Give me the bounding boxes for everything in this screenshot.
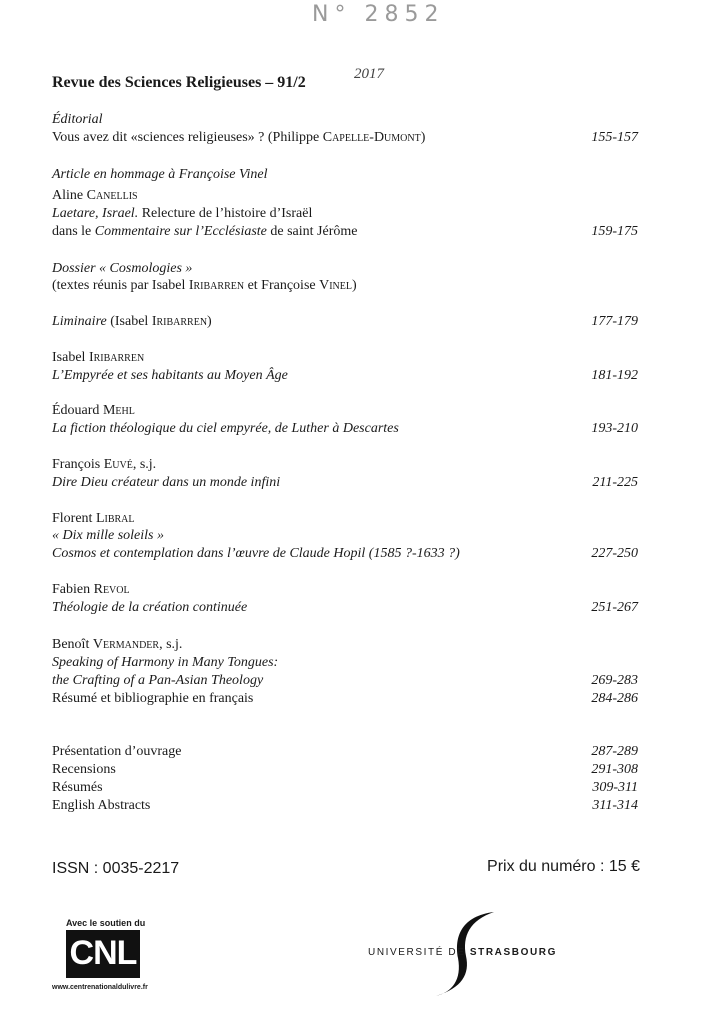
toc-pages: 227-250 (591, 546, 638, 561)
toc-extra-pages: 284-286 (591, 691, 638, 706)
cnl-logo-text: CNL (69, 934, 137, 972)
toc-pages: 251-267 (591, 600, 638, 615)
back-item: Présentation d’ouvrage (52, 744, 182, 759)
hommage-label: Article en hommage à Françoise Vinel (52, 167, 268, 182)
archive-stamp: N° 2852 (312, 2, 445, 27)
issn: ISSN : 0035-2217 (52, 860, 180, 877)
toc-pages: 181-192 (591, 368, 638, 383)
price: Prix du numéro : 15 € (487, 858, 640, 875)
toc-article-title: Speaking of Harmony in Many Tongues: (52, 655, 279, 670)
liminaire-pages: 177-179 (591, 314, 638, 329)
toc-article-title: Dire Dieu créateur dans un monde infini (52, 475, 281, 490)
toc-article-title: L’Empyrée et ses habitants au Moyen Âge (52, 368, 288, 383)
back-item: English Abstracts (52, 798, 151, 813)
cnl-caption: Avec le soutien du (66, 918, 146, 928)
back-pages: 291-308 (591, 762, 638, 777)
toc-author: Édouard Mehl (52, 403, 135, 418)
toc-author: Benoît Vermander, s.j. (52, 637, 183, 652)
editorial-label: Éditorial (52, 112, 103, 127)
dossier-label: Dossier « Cosmologies » (52, 261, 193, 276)
toc-pages: 193-210 (591, 421, 638, 436)
toc-article-title: Théologie de la création continuée (52, 600, 248, 615)
back-item: Recensions (52, 762, 116, 777)
toc-pages: 269-283 (591, 673, 638, 688)
hommage-author: Aline Canellis (52, 188, 138, 203)
toc-pages: 211-225 (592, 475, 638, 490)
cnl-logo (66, 930, 140, 978)
back-item: Résumés (52, 780, 103, 795)
editorial-pages: 155-157 (591, 130, 638, 145)
toc-article-title: « Dix mille soleils » (52, 528, 164, 543)
toc-article-title-line2: the Crafting of a Pan-Asian Theology (52, 673, 264, 688)
editorial-entry: Vous avez dit «sciences religieuses» ? (Philippe Capelle-Dumont) (52, 130, 426, 145)
liminaire-entry: Liminaire (Isabel Iribarren) (52, 314, 212, 329)
dossier-editors: (textes réunis par Isabel Iribarren et Françoise Vinel) (52, 278, 357, 293)
cnl-url: www.centrenationaldulivre.fr (52, 984, 148, 991)
toc-author: Fabien Revol (52, 582, 130, 597)
handwritten-note: 2017 (354, 66, 384, 82)
hommage-title: Laetare, Israel. Relecture de l’histoire d’Israël (52, 206, 313, 221)
toc-article-title-line2: Cosmos et contemplation dans l’œuvre de Claude Hopil (1585 ?-1633 ?) (52, 546, 460, 561)
university-name: UNIVERSITÉ DE STRASBOURG (368, 947, 557, 958)
toc-author: François Euvé, s.j. (52, 457, 157, 472)
journal-title: Revue des Sciences Religieuses – 91/2 (52, 74, 306, 91)
back-pages: 311-314 (592, 798, 638, 813)
toc-author: Florent Libral (52, 511, 135, 526)
back-pages: 287-289 (591, 744, 638, 759)
hommage-title-line2: dans le Commentaire sur l’Ecclésiaste de saint Jérôme (52, 224, 358, 239)
toc-article-title: La fiction théologique du ciel empyrée, de Luther à Descartes (52, 421, 399, 436)
back-pages: 309-311 (592, 780, 638, 795)
toc-extra: Résumé et bibliographie en français (52, 691, 254, 706)
toc-author: Isabel Iribarren (52, 350, 145, 365)
hommage-pages: 159-175 (591, 224, 638, 239)
